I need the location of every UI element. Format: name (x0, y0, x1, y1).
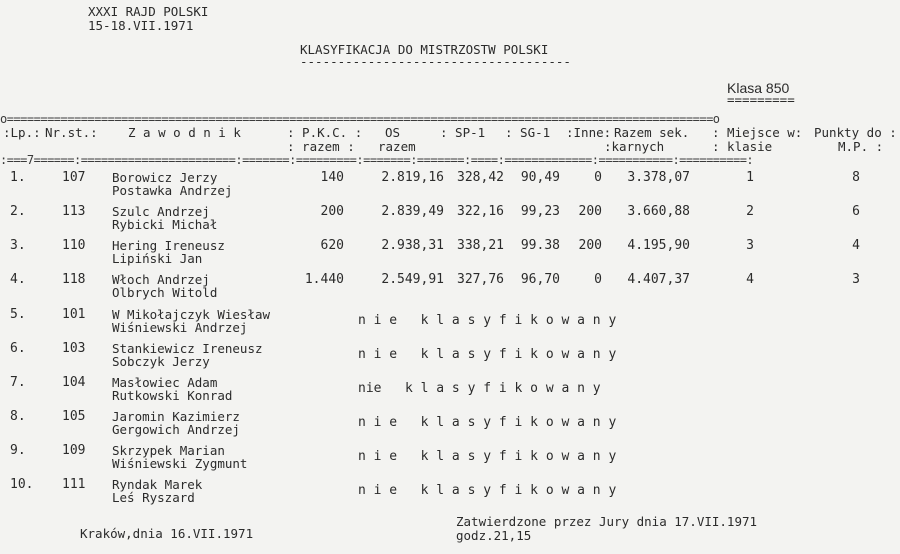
cell-miejsce: 3 (746, 238, 754, 253)
codriver-name: Rutkowski Konrad (112, 388, 233, 403)
cell-pkc: 200 (320, 204, 344, 219)
header-punkty-sub: M.P. : (838, 139, 884, 154)
class-underline: ========= (727, 92, 795, 107)
codriver-name: Rybicki Michał (112, 217, 218, 232)
header-pkc-sub: : razem : (287, 139, 355, 154)
cell-sp: 327,76 (457, 272, 504, 287)
cell-sp: 328,42 (457, 170, 504, 185)
cell-lp: 1. (10, 170, 26, 185)
cell-pkc: 140 (320, 170, 344, 185)
cell-inne: 200 (578, 238, 602, 253)
table-top-rule: o=========================================================================================================o (0, 112, 720, 126)
header-razem: Razem sek. (614, 125, 690, 140)
cell-nr: 113 (62, 204, 86, 219)
driver-name: Borowicz Jerzy (112, 170, 218, 185)
cell-lp: 6. (10, 341, 26, 356)
header-punkty: Punkty do : (814, 125, 897, 140)
jury-approval: Zatwierdzone przez Jury dnia 17.VII.1971 (456, 514, 758, 529)
cell-nr: 109 (62, 443, 86, 458)
cell-pkc: 620 (320, 238, 344, 253)
cell-nr: 110 (62, 238, 86, 253)
cell-os: 2.549,91 (381, 272, 444, 287)
driver-name: Ryndak Marek (112, 477, 203, 492)
cell-miejsce: 4 (746, 272, 754, 287)
driver-name: W Mikołajczyk Wiesław (112, 307, 271, 322)
cell-lp: 4. (10, 272, 26, 287)
codriver-name: Gergowich Andrzej (112, 422, 240, 437)
header-os-sub: razem (378, 139, 416, 154)
cell-miejsce: 1 (746, 170, 754, 185)
cell-razem: 3.660,88 (627, 204, 690, 219)
header-lp: :Lp.: (3, 125, 41, 140)
cell-punkty: 6 (852, 204, 860, 219)
not-classified-note: n i e k l a s y f i k o w a n y (358, 347, 617, 362)
header-os: OS (385, 125, 401, 140)
table-header-rule: :===7======:=======================:=======:=========:=======:=======:====:=============:===========:==========: (0, 153, 754, 167)
cell-os: 2.938,31 (381, 238, 444, 253)
cell-nr: 104 (62, 375, 86, 390)
cell-sg: 96,70 (520, 272, 560, 287)
cell-os: 2.839,49 (381, 204, 444, 219)
cell-lp: 3. (10, 238, 26, 253)
not-classified-note: nie k l a s y f i k o w a n y (358, 381, 601, 396)
header-pkc: : P.K.C. : (287, 125, 363, 140)
cell-lp: 5. (10, 307, 26, 322)
header-inne: :Inne: (566, 125, 612, 140)
cell-razem: 3.378,07 (627, 170, 690, 185)
cell-sp: 322,16 (457, 204, 504, 219)
cell-lp: 10. (10, 477, 34, 492)
cell-nr: 107 (62, 170, 86, 185)
cell-razem: 4.407,37 (627, 272, 690, 287)
header-miejsce: : Miejsce w: (712, 125, 803, 140)
not-classified-note: n i e k l a s y f i k o w a n y (358, 415, 617, 430)
driver-name: Stankiewicz Ireneusz (112, 341, 263, 356)
cell-nr: 101 (62, 307, 86, 322)
codriver-name: Sobczyk Jerzy (112, 354, 210, 369)
header-zawodnik: Z a w o d n i k (128, 125, 241, 140)
codriver-name: Lipiński Jan (112, 251, 203, 266)
cell-sg: 99.38 (520, 238, 560, 253)
not-classified-note: n i e k l a s y f i k o w a n y (358, 449, 617, 464)
jury-approval-time: godz.21,15 (456, 528, 532, 543)
cell-lp: 2. (10, 204, 26, 219)
header-nr: Nr.st.: (45, 125, 98, 140)
class-label: Klasa 850 (727, 80, 790, 96)
document-title: KLASYFIKACJA DO MISTRZOSTW POLSKI (300, 42, 549, 57)
event-dates: 15-18.VII.1971 (88, 18, 194, 33)
codriver-name: Leś Ryszard (112, 490, 195, 505)
driver-name: Jaromin Kazimierz (112, 409, 240, 424)
not-classified-note: n i e k l a s y f i k o w a n y (358, 313, 617, 328)
place-date: Kraków,dnia 16.VII.1971 (80, 526, 254, 541)
codriver-name: Wiśniewski Zygmunt (112, 456, 248, 471)
header-razem-sub: :karnych (604, 139, 665, 154)
cell-punkty: 8 (852, 170, 860, 185)
cell-inne: 0 (594, 170, 602, 185)
cell-nr: 103 (62, 341, 86, 356)
cell-nr: 111 (62, 477, 86, 492)
cell-inne: 0 (594, 272, 602, 287)
codriver-name: Wiśniewski Andrzej (112, 320, 248, 335)
event-name: XXXI RAJD POLSKI (88, 4, 209, 19)
cell-pkc: 1.440 (304, 272, 344, 287)
driver-name: Masłowiec Adam (112, 375, 218, 390)
cell-punkty: 3 (852, 272, 860, 287)
cell-lp: 8. (10, 409, 26, 424)
title-underline: ------------------------------------ (300, 54, 571, 69)
codriver-name: Postawka Andrzej (112, 183, 233, 198)
cell-lp: 7. (10, 375, 26, 390)
cell-sg: 90,49 (520, 170, 560, 185)
not-classified-note: n i e k l a s y f i k o w a n y (358, 483, 617, 498)
cell-sp: 338,21 (457, 238, 504, 253)
cell-inne: 200 (578, 204, 602, 219)
cell-razem: 4.195,90 (627, 238, 690, 253)
cell-os: 2.819,16 (381, 170, 444, 185)
driver-name: Skrzypek Marian (112, 443, 225, 458)
cell-nr: 105 (62, 409, 86, 424)
codriver-name: Olbrych Witold (112, 285, 218, 300)
cell-lp: 9. (10, 443, 26, 458)
driver-name: Hering Ireneusz (112, 238, 225, 253)
cell-nr: 118 (62, 272, 86, 287)
driver-name: Szulc Andrzej (112, 204, 210, 219)
header-miejsce-sub: : klasie (712, 139, 773, 154)
cell-miejsce: 2 (746, 204, 754, 219)
header-sg1: : SG-1 (505, 125, 551, 140)
cell-sg: 99,23 (520, 204, 560, 219)
header-sp1: : SP-1 (440, 125, 486, 140)
driver-name: Włoch Andrzej (112, 272, 210, 287)
cell-punkty: 4 (852, 238, 860, 253)
